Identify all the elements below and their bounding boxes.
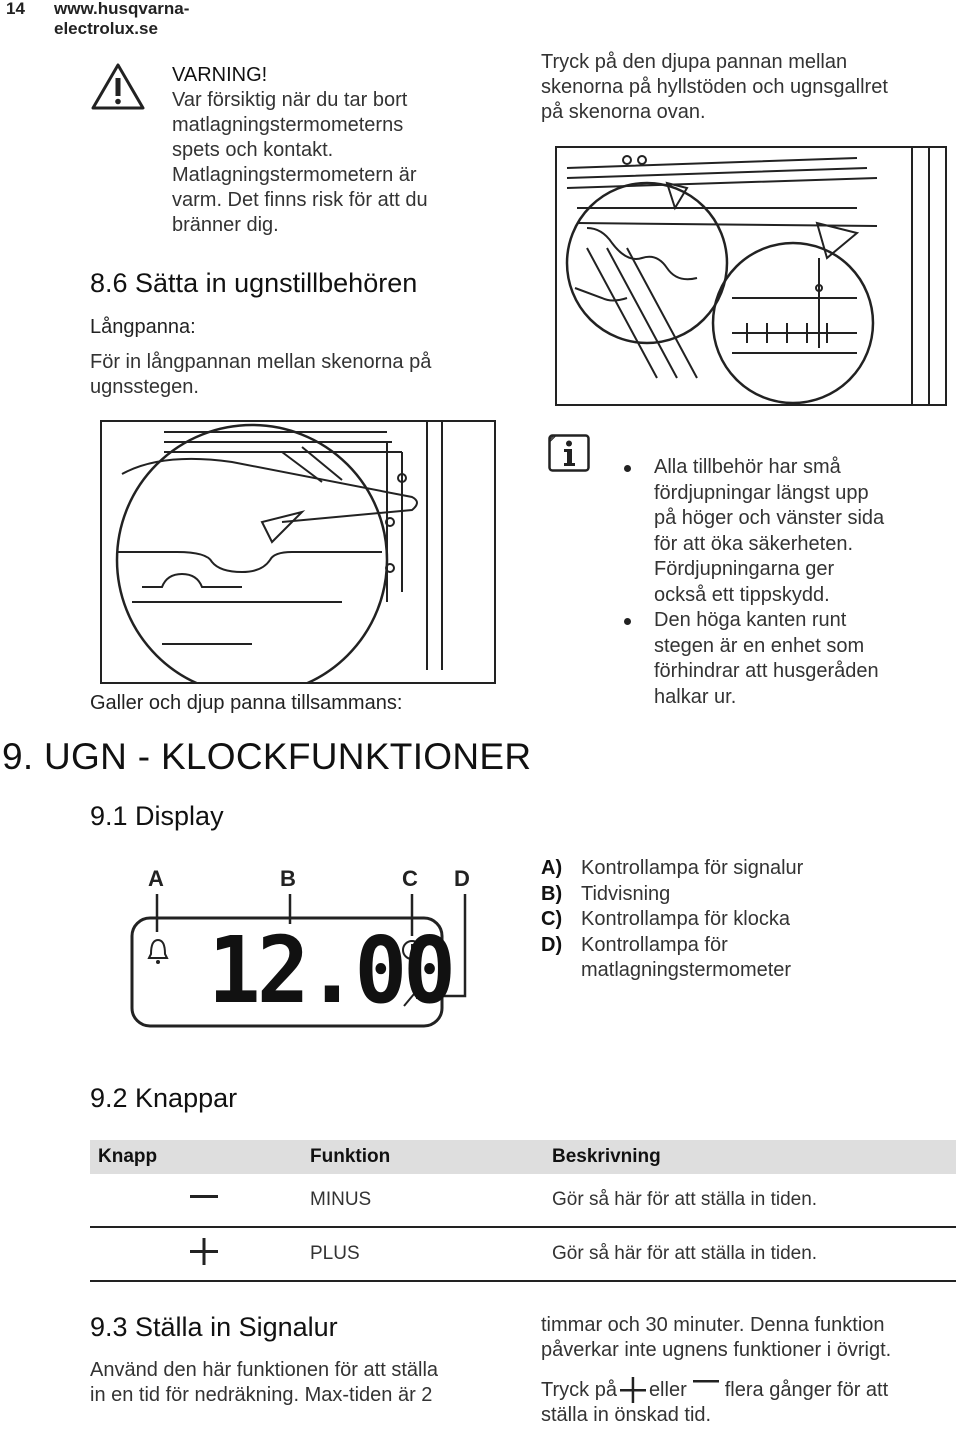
text-line: påverkar inte ugnens funktioner i övrigt. (541, 1339, 892, 1361)
legend-row (541, 856, 951, 882)
minus-icon (90, 1174, 302, 1227)
text-line: eller (648, 1378, 687, 1401)
text-line: halkar ur. (654, 685, 737, 708)
section-9-3-text-left (90, 1358, 520, 1408)
text-line: för att öka säkerheten. (654, 532, 854, 555)
table-header-row (90, 1140, 956, 1174)
warning-line: varm. Det finns risk för att du (172, 189, 428, 211)
text-line: För in långpannan mellan skenorna på (90, 351, 432, 373)
press-instruction (541, 1377, 956, 1403)
table-row (90, 1227, 956, 1281)
legend-key: A) (541, 857, 563, 879)
figure-langpanna (100, 420, 496, 684)
text-line: också ett tippskydd. (654, 583, 830, 606)
text-line: Den höga kanten runt (654, 609, 847, 631)
text-line: Använd den här funktionen för att ställa (90, 1359, 439, 1381)
warning-text (172, 63, 502, 238)
section-title-8-6: 8.6 Sätta in ugnstillbehören (90, 268, 418, 298)
display-label-c: C (402, 866, 418, 891)
display-figure (120, 862, 490, 1042)
warning-title: VARNING! (172, 64, 268, 86)
plus-icon (90, 1227, 302, 1281)
figure-caption: Galler och djup panna tillsammans: (90, 692, 403, 714)
info-bullet (620, 608, 950, 710)
warning-line: matlagningstermometerns (172, 114, 404, 136)
text-line: in en tid för nedräkning. Max-tiden är 2 (90, 1384, 433, 1406)
text-line: Tryck på den djupa pannan mellan (541, 51, 848, 73)
plus-icon (619, 1377, 647, 1403)
text-line: Alla tillbehör har små (654, 456, 841, 478)
section-title-9-3: 9.3 Ställa in Signalur (90, 1312, 338, 1342)
minus-icon (691, 1377, 721, 1403)
warning-line: Var försiktig när du tar bort (172, 89, 408, 111)
legend-key: B) (541, 882, 563, 905)
section-9-3-text-right (541, 1313, 956, 1428)
legend-row (541, 933, 951, 984)
text-line: Tryck på (541, 1378, 617, 1401)
section-subtitle-langpanna: Långpanna: (90, 316, 196, 338)
display-legend (541, 856, 951, 984)
column-header-knapp: Knapp (90, 1140, 302, 1174)
text-line: på höger och vänster sida (654, 507, 885, 529)
table-cell-function: PLUS (302, 1227, 544, 1281)
table-cell-description: Gör så här för att ställa in tiden. (544, 1174, 956, 1227)
text-line: skenorna på hyllstöden och ugnsgallret (541, 76, 888, 98)
table-row (90, 1174, 956, 1227)
table-cell-function: MINUS (302, 1174, 544, 1227)
legend-key: D) (541, 933, 563, 956)
text-line: Fördjupningarna ger (654, 558, 835, 580)
legend-text: Kontrollampa för klocka (581, 908, 790, 930)
table-cell-description: Gör så här för att ställa in tiden. (544, 1227, 956, 1281)
display-time: 12.00 (208, 917, 453, 1024)
legend-row (541, 907, 951, 933)
warning-line: Matlagningstermometern är (172, 164, 417, 186)
text-line: förhindrar att husgeråden (654, 660, 879, 682)
legend-key: C) (541, 908, 563, 930)
chapter-title-9: 9. UGN - KLOCKFUNKTIONER (2, 736, 532, 777)
buttons-table (90, 1140, 956, 1282)
section-title-9-2: 9.2 Knappar (90, 1083, 238, 1113)
info-bullet (620, 455, 950, 608)
text-line: stegen är en enhet som (654, 634, 865, 657)
warning-icon (90, 62, 146, 112)
text-line: på skenorna ovan. (541, 101, 706, 123)
legend-text: matlagningstermometer (581, 959, 792, 981)
legend-row (541, 882, 951, 908)
text-line: timmar och 30 minuter. Denna funktion (541, 1314, 885, 1336)
display-label-a: A (148, 866, 164, 891)
legend-text: Kontrollampa för (581, 933, 728, 956)
display-label-d: D (454, 866, 470, 891)
info-icon (548, 434, 590, 472)
text-line: ugnsstegen. (90, 376, 199, 398)
header-url[interactable]: www.husqvarna-electrolux.se (54, 0, 190, 38)
section-8-6-text (90, 350, 510, 400)
column-header-beskrivning: Beskrivning (544, 1140, 956, 1174)
text-line: ställa in önskad tid. (541, 1404, 712, 1426)
text-line: fördjupningar längst upp (654, 481, 869, 504)
page-number: 14 (6, 0, 25, 18)
info-bullet-list (620, 455, 950, 710)
section-title-9-1: 9.1 Display (90, 801, 224, 831)
warning-line: bränner dig. (172, 214, 279, 236)
display-label-b: B (280, 866, 296, 891)
legend-text: Kontrollampa för signalur (581, 857, 804, 879)
right-intro-text (541, 50, 951, 125)
legend-text: Tidvisning (581, 882, 671, 905)
warning-line: spets och kontakt. (172, 139, 334, 161)
text-line: flera gånger för att (724, 1378, 889, 1401)
column-header-funktion: Funktion (302, 1140, 544, 1174)
figure-galler-panna (555, 146, 947, 406)
